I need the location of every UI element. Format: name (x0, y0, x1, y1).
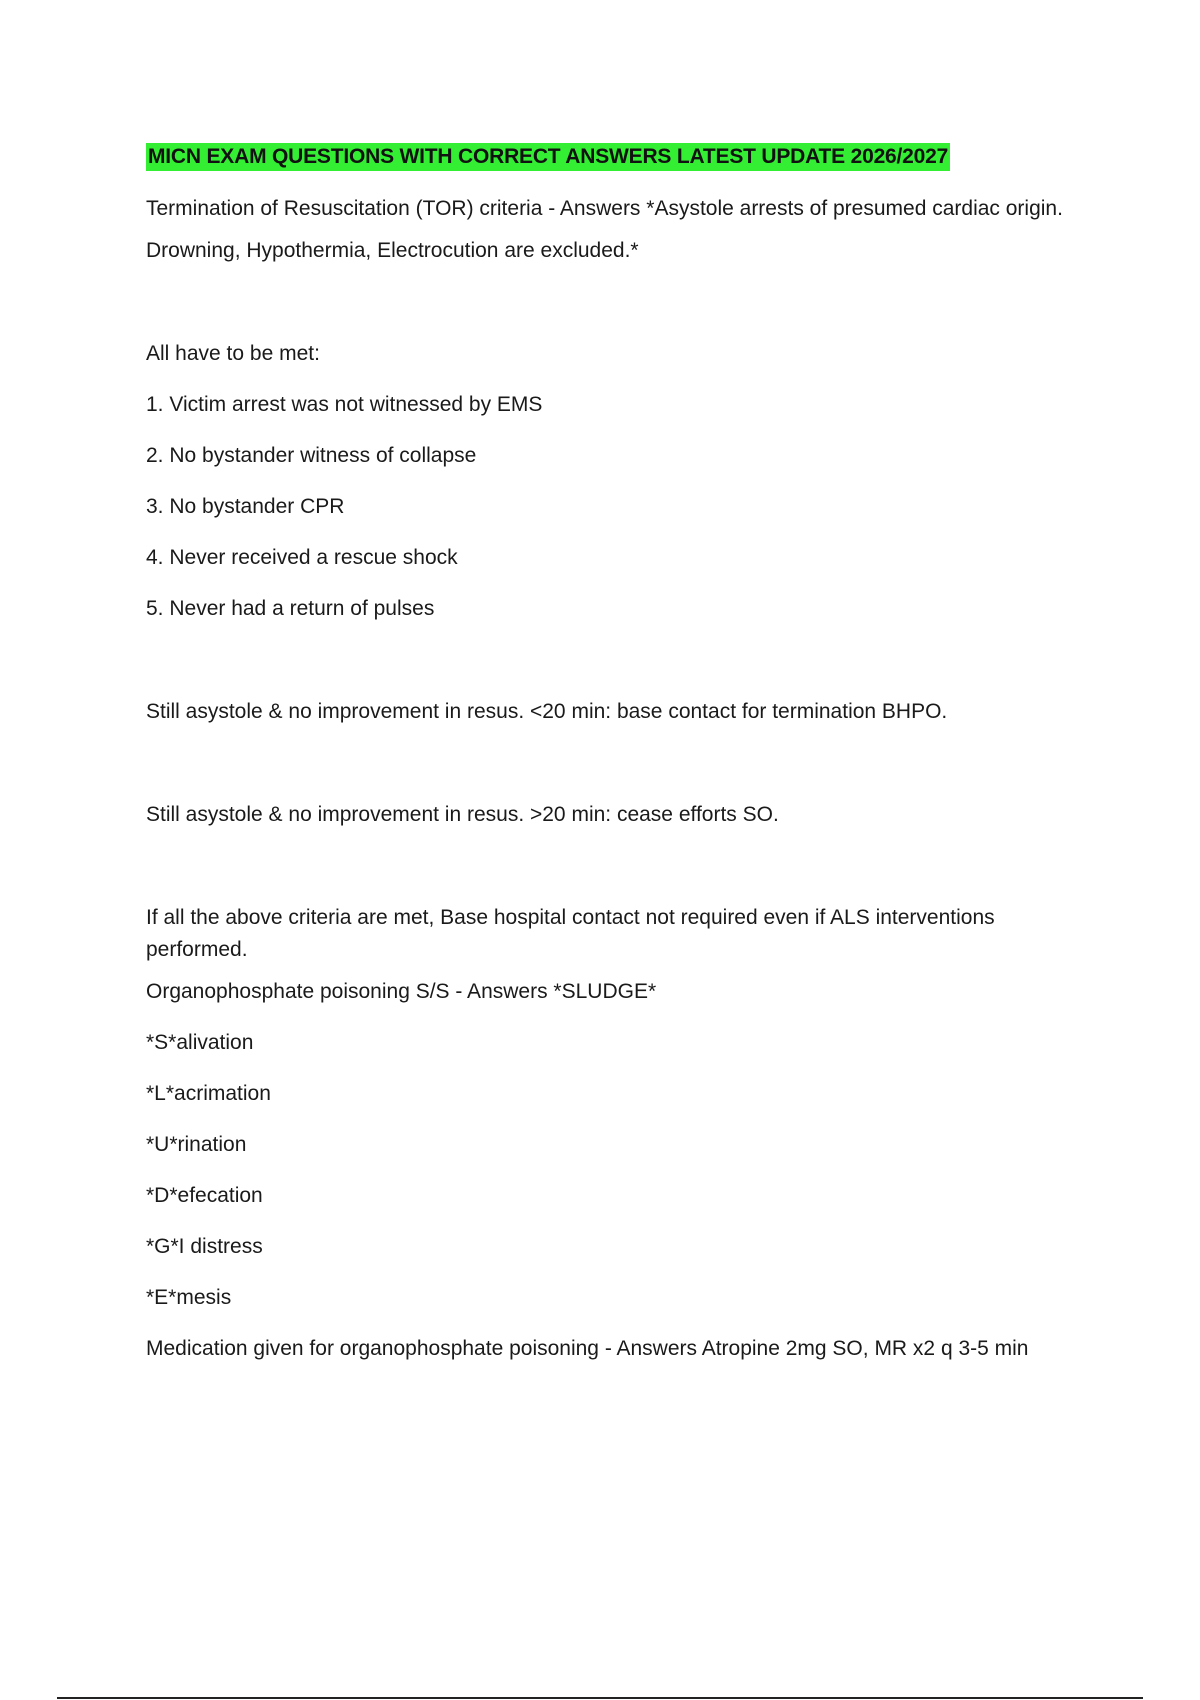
tor-question: Termination of Resuscitation (TOR) criteria - Answers *Asystole arrests of presumed cardiac origin. (146, 197, 1063, 220)
tor-all-met-heading: All have to be met: (146, 342, 320, 365)
sludge-item-gi-distress: *G*I distress (146, 1235, 263, 1258)
tor-under-20-min: Still asystole & no improvement in resus. <20 min: base contact for termination BHPO. (146, 700, 948, 723)
tor-over-20-min: Still asystole & no improvement in resus. >20 min: cease efforts SO. (146, 803, 779, 826)
sludge-item-urination: *U*rination (146, 1133, 247, 1156)
organophosphate-question: Organophosphate poisoning S/S - Answers *SLUDGE* (146, 980, 657, 1003)
spacer (146, 644, 1086, 696)
sludge-item-emesis: *E*mesis (146, 1286, 232, 1309)
sludge-item-defecation: *D*efecation (146, 1184, 263, 1207)
tor-criteria-item-5: 5. Never had a return of pulses (146, 597, 435, 620)
tor-criteria-item-2: 2. No bystander witness of collapse (146, 444, 477, 467)
document-title: MICN EXAM QUESTIONS WITH CORRECT ANSWERS LATEST UPDATE 2026/2027 (146, 143, 950, 171)
tor-base-hospital-note: If all the above criteria are met, Base hospital contact not required even if ALS interventions performed. (146, 906, 995, 961)
sludge-item-lacrimation: *L*acrimation (146, 1082, 271, 1105)
medication-question: Medication given for organophosphate poisoning - Answers Atropine 2mg SO, MR x2 q 3-5 min (146, 1337, 1029, 1360)
tor-criteria-item-1: 1. Victim arrest was not witnessed by EMS (146, 393, 543, 416)
spacer (146, 747, 1086, 799)
sludge-item-salivation: *S*alivation (146, 1031, 254, 1054)
spacer (146, 850, 1086, 902)
tor-criteria-item-3: 3. No bystander CPR (146, 495, 345, 518)
document-page (146, 143, 1086, 1384)
spacer (146, 286, 1086, 338)
tor-criteria-item-4: 4. Never received a rescue shock (146, 546, 458, 569)
footer-divider (57, 1697, 1143, 1699)
tor-excluded-note: Drowning, Hypothermia, Electrocution are excluded.* (146, 239, 639, 262)
